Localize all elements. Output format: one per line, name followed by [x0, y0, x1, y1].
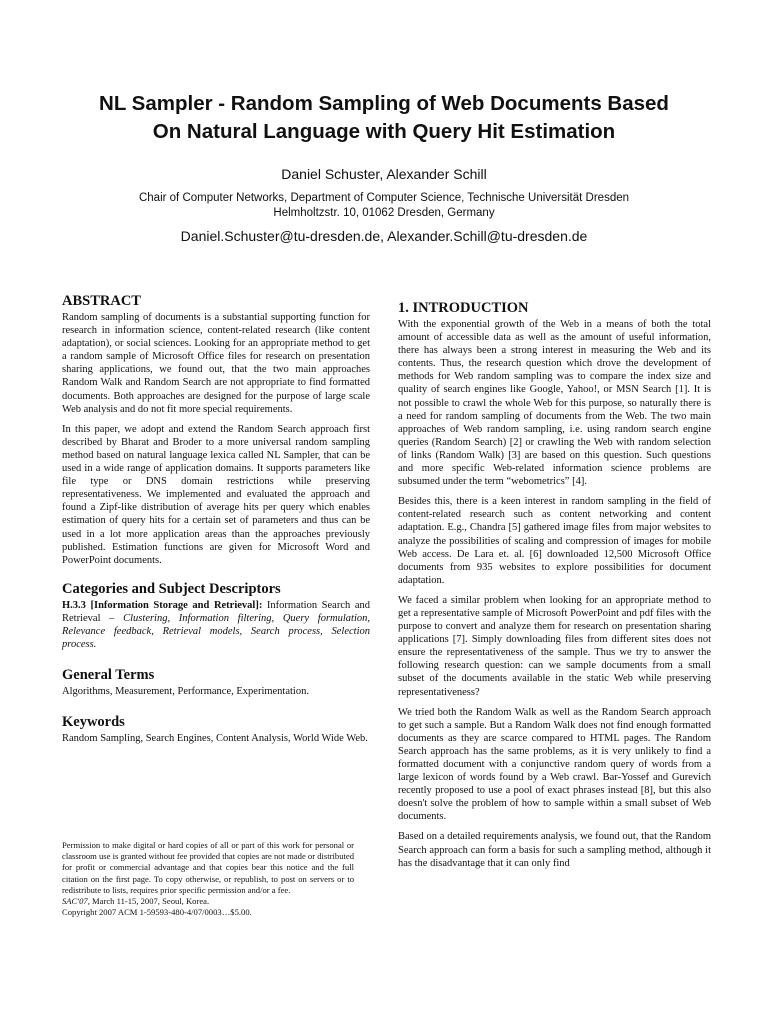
keywords-text: Random Sampling, Search Engines, Content Analysis, World Wide Web. — [62, 733, 368, 745]
categories-description: Information Search and Retrieval – — [62, 599, 370, 624]
abstract-paragraph-1: Random sampling of documents is a substantial supporting function for research in information science, content-related research (like content adaptation), or social sciences. Looking for an appropriate method to get a random sample of Microsoft Office files for research on presentation sharing applications, we found out, that the two main approaches Random Walk and Random Search are not appropriate to find formatted documents. Both approaches are designed for the purpose of large scale Web analysis and do not fit more special requirements. — [62, 312, 370, 415]
author-emails: Daniel.Schuster@tu-dresden.de, Alexander.Schill@tu-dresden.de — [180, 228, 588, 244]
affiliation-line-1: Chair of Computer Networks, Department of Computer Science, Technische Universität Dresden — [138, 192, 630, 204]
left-column — [62, 293, 370, 745]
abstract-heading: ABSTRACT — [62, 293, 141, 309]
paper-title-line-2: On Natural Language with Query Hit Estimation — [152, 120, 616, 143]
introduction-paragraph-4: We tried both the Random Walk as well as the Random Search approach to get such a sample. But a Random Walk does not find enough formatted documents as they are scarce compared to HTML pages. The Random Search approach has the same problems, as it is very unlikely to find a formatted document with a conjunctive random query of words from a large lexicon of words found by a Web crawl. Bar-Yossef and Gurevich recently proposed to use a pool of exact phrases instead [8], but this also doesn't solve the problem of how to sample within a small subset of Web documents. — [398, 706, 711, 823]
authors: Daniel Schuster, Alexander Schill — [281, 166, 487, 182]
categories-heading: Categories and Subject Descriptors — [62, 580, 281, 597]
categories-code: H.3.3 [Information Storage and Retrieval]: — [62, 599, 263, 611]
introduction-paragraph-5: Based on a detailed requirements analysis, we found out, that the Random Search approach can form a basis for such a sampling method, although it has the disadvantage that it can only find — [398, 831, 711, 869]
affiliation-line-2: Helmholtzstr. 10, 01062 Dresden, Germany — [273, 207, 495, 219]
conference-details: March 11-15, 2007, Seoul, Korea. — [89, 896, 210, 907]
conference-line — [62, 896, 354, 907]
permission-notice: Permission to make digital or hard copies of all or part of this work for personal or classroom use is granted without fee provided that copies are not made or distributed for profit or commercial advantage and that copies bear this notice and the full citation on the first page. To copy otherwise, or republish, to post on servers or to redistribute to lists, requires prior specific permission and/or a fee. — [62, 840, 354, 895]
copyright-line: Copyright 2007 ACM 1-59593-480-4/07/0003…$5.00. — [62, 907, 252, 918]
general-terms-text: Algorithms, Measurement, Performance, Experimentation. — [62, 686, 309, 698]
affiliation — [0, 191, 768, 221]
introduction-paragraph-2: Besides this, there is a keen interest in random sampling in the field of content-related research such as content networking and content adaptation. E.g., Chandra [5] gathered image files from major websites to analyze the possibilities of scaling and compression of images for mobile Web access. De Lara et. al. [6] downloaded 12,500 Microsoft Office documents from 935 websites to explore possibilities for document adaptation. — [398, 496, 711, 586]
categories-text — [62, 599, 370, 651]
keywords-heading: Keywords — [62, 714, 125, 731]
general-terms-heading: General Terms — [62, 667, 155, 684]
paper-title-line-1: NL Sampler - Random Sampling of Web Documents Based — [99, 92, 669, 115]
right-column — [398, 300, 711, 870]
paper-title — [0, 90, 768, 146]
introduction-paragraph-3: We faced a similar problem when looking for an appropriate method to get a representative sample of Microsoft PowerPoint and pdf files with the purpose to convert and analyze them for research on presentation sharing applications [7]. Simply downloading files from different sites does not ensure the representativeness of the sample. Thus we try to answer the following research question: can we sample documents from a small subset of the documents available in the static Web while preserving representativeness? — [398, 594, 711, 698]
introduction-heading: 1. INTRODUCTION — [398, 300, 529, 316]
introduction-paragraph-1: With the exponential growth of the Web in a means of both the total amount of accessible data as well as the amount of useful information, there has always been a strong interest in measuring the Web and its contents. Thus, the research question which drove the development of methods for Web random sampling was to compare the index size and quality of search engines like Google, Yahoo!, or MSN Search [1]. It is not possible to crawl the whole Web for this purpose, so naturally there is a need for random sampling of documents from the Web. The two main approaches of Web random sampling, i.e. using random search engine queries (Random Search) [2] or crawling the Web with random selection of links (Random Walk) [3] are based on this question. Such questions and more specific Web-related information science problems are subsumed under the term “webometrics” [4]. — [398, 319, 711, 488]
abstract-paragraph-2: In this paper, we adopt and extend the Random Search approach first described by Bharat and Broder to a more universal random sampling method based on natural language lexica called NL Sampler, that can be used in a wide range of application domains. It supports parameters like file type or DNS domain restrictions while preserving representativeness. We implemented and evaluated the approach and found a Zipf-like distribution of average hits per query which enables estimation of query hits for a certain set of parameters and thus can be used in a lot more application areas than the approaches previously published. Estimation functions are given for Microsoft Word and PowerPoint documents. — [62, 423, 370, 566]
conference-name: SAC'07, — [62, 896, 90, 907]
categories-items: Clustering, Information filtering, Query formulation, Relevance feedback, Retrieval models, Search process, Selection process. — [62, 612, 370, 651]
copyright-block — [62, 840, 354, 918]
